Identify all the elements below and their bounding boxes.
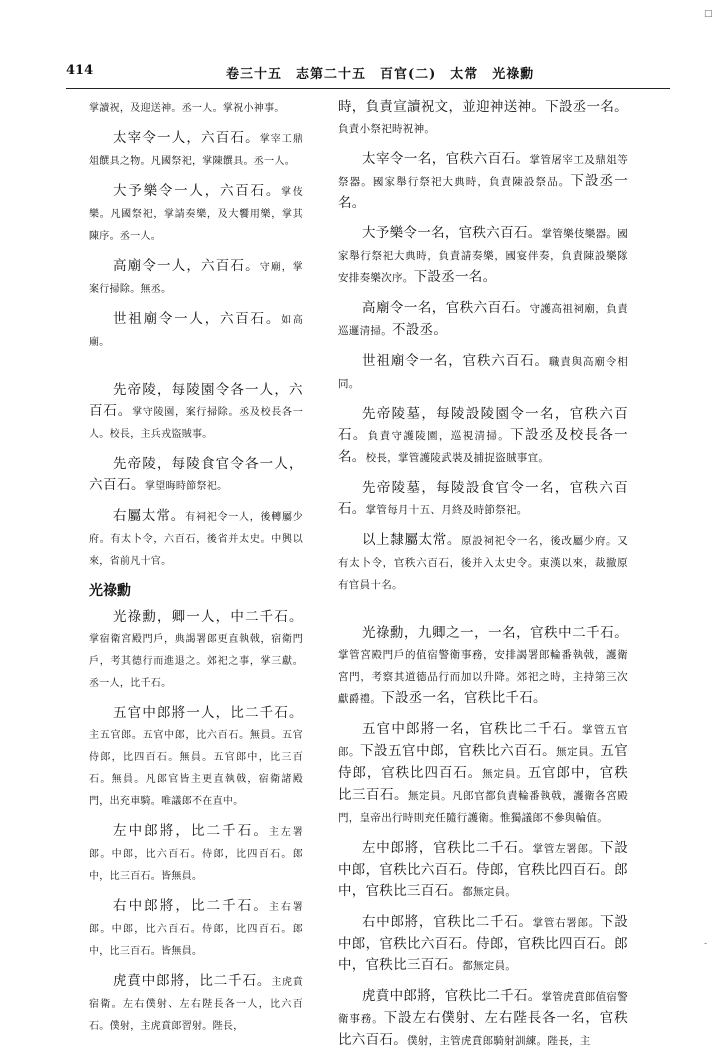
annotation: 掌宰工鼎俎饌具之物。凡國祭祀，掌陳饌具。丞一人。 — [89, 134, 304, 167]
section-heading: 光祿勳 — [89, 583, 131, 599]
paragraph — [338, 912, 628, 977]
paragraph — [89, 97, 303, 119]
main-text: 光祿勳，卿一人，中二千石。 — [113, 609, 303, 625]
main-text: 虎賁中郎將，官秩比二千石。 — [362, 988, 542, 1004]
annotation: 守廟，掌案行掃除。無丞。 — [89, 262, 304, 295]
annotation: 掌管樂伎樂器。國家舉行祭祀大典時，負責請奏樂，國宴伴奏，負責陳設樂隊安排奏樂次序。 — [338, 228, 628, 284]
main-text: 先帝陵，每陵園令各一人，六百石。 — [89, 382, 303, 419]
annotation: 原設祠祀令一名，後改屬少府。又有太卜令，官秩六百石，後并入太史令。東漢以來，裁撤原有官員十名。 — [338, 535, 629, 591]
main-text: 五官中郎將一人，比二千石。 — [113, 705, 303, 721]
main-text: 下設丞一名。 — [413, 269, 497, 285]
main-text: 世祖廟令一人，六百石。 — [113, 311, 282, 327]
page-edge-mark: □ — [704, 9, 713, 19]
annotation: 守護高祖祠廟，負責巡邏清掃。 — [338, 303, 628, 337]
paragraph — [338, 478, 628, 521]
main-text: 五官郎中，官秩比三百石。 — [338, 765, 628, 803]
main-text: 下設中郎，官秩比六百石。侍郎，官秩比四百石。郎中，官秩比三百石。 — [338, 840, 628, 899]
annotation: 掌宿衛宮殿門戶，典謁署郎更直執戟，宿衛門戶，考其德行而進退之。郊祀之事，掌三獻。丞一人，比千石。 — [89, 634, 303, 689]
annotation: 無定員。凡郎官都負責輪番執戟，護衛各宮殿門，皇帝出行時則充任隨行護衛。惟獨議郎不參與輪值。 — [338, 790, 629, 824]
spacer — [89, 362, 303, 380]
main-text: 不設丞。 — [392, 322, 448, 338]
paragraph — [338, 719, 628, 829]
main-text: 先帝陵墓，每陵設陵園令一名，官秩六百石。 — [338, 406, 628, 443]
annotation: 掌管屠宰工及鼎俎等祭器。國家舉行祭祀大典時，負責陳設祭品。 — [338, 154, 628, 188]
paragraph — [89, 821, 303, 887]
paragraph — [338, 986, 628, 1052]
paragraph — [338, 223, 628, 289]
annotation: 都無定員。 — [462, 960, 517, 972]
translation-column — [338, 97, 628, 1061]
main-text: 下設中郎，官秩比六百石。侍郎，官秩比四百石。郎中，官秩比三百石。 — [338, 914, 628, 973]
main-text: 世祖廟令一名，官秩六百石。 — [362, 353, 549, 369]
annotation: 主右署郎。中郎，比六百石。侍郎，比四百石。郎中，比三百石。皆無員。 — [89, 902, 304, 957]
annotation: 掌守陵園，案行掃除。丞及校長各一人。校長，主兵戎盜賊事。 — [89, 407, 303, 440]
paragraph — [89, 454, 303, 497]
annotation: 掌管宮殿門戶的值宿警衛事務，安排謁署郎輪番執戟，護衛宮門，考察其道德品行而加以升降。郊祀之時，主持第三次獻爵禮。 — [338, 649, 628, 705]
main-text: 五官中郎將一名，官秩比二千石。 — [362, 721, 583, 737]
main-text: 高廟令一名，官秩六百石。 — [362, 300, 530, 316]
annotation: 校長，掌管護陵武裝及捕捉盜賊事宜。 — [365, 452, 550, 464]
annotation: 掌望晦時節祭祀。 — [145, 481, 228, 492]
annotation: 負責小祭祀時祝神。 — [338, 123, 436, 135]
paragraph — [89, 309, 303, 353]
main-text: 大予樂令一人，六百石。 — [113, 183, 282, 199]
main-text: 先帝陵墓，每陵設食官令一名，官秩六百石。 — [338, 480, 628, 517]
main-text: 下設左右僕射、左右陛長各一名，官秩比六百石。 — [338, 1010, 628, 1048]
annotation: 都無定員。 — [462, 886, 517, 898]
annotation: 僕射，主管虎賁郎騎射訓練。陛長，主 — [407, 1035, 591, 1047]
spacer — [338, 605, 628, 623]
paragraph — [89, 256, 303, 300]
main-text: 光祿勳，九卿之一，一名，官秩中二千石。 — [362, 625, 628, 641]
main-text: 下設五官中郎，官秩比六百石。 — [360, 743, 557, 759]
paragraph — [89, 971, 303, 1037]
paragraph — [338, 404, 628, 469]
paragraph — [338, 838, 628, 903]
page-edge-dash: - — [704, 939, 708, 949]
paragraph — [89, 380, 303, 445]
paragraph — [338, 298, 628, 342]
annotation: 負責守護陵園，巡視清掃。 — [367, 430, 511, 442]
annotation: 掌管虎賁郎值宿警衛事務。 — [338, 991, 628, 1025]
annotation: 職責與高廟令相同。 — [338, 356, 628, 390]
main-text: 右中郎將，官秩比二千石。 — [362, 914, 533, 930]
main-text: 虎賁中郎將，比二千石。 — [113, 973, 272, 989]
paragraph — [338, 530, 628, 596]
main-text: 太宰令一名，官秩六百石。 — [362, 151, 530, 167]
annotation: 掌管右署郎。 — [532, 917, 600, 929]
running-head: 卷三十五 志第二十五 百官(二) 太常 光祿勳 — [226, 67, 535, 82]
header-rule — [66, 88, 670, 89]
annotation: 主虎賁宿衛。左右僕射、左右陛長各一人，比六百石。僕射，主虎賁郎習射。陛長， — [89, 977, 303, 1032]
paragraph — [338, 149, 628, 214]
main-text: 右屬太常。 — [113, 508, 186, 524]
main-text: 下設丞一名，官秩比千石。 — [381, 690, 547, 706]
annotation: 無定員。 — [556, 746, 601, 758]
main-text: 大予樂令一名，官秩六百石。 — [362, 225, 542, 241]
paragraph — [89, 506, 303, 572]
annotation: 如高廟。 — [89, 315, 303, 348]
main-text: 高廟令一人，六百石。 — [113, 258, 260, 274]
paragraph — [89, 181, 303, 247]
main-text: 時，負責宣讀祝文，並迎神送神。下設丞一名。 — [338, 99, 628, 115]
paragraph — [338, 351, 628, 395]
annotation: 無定員。 — [482, 768, 528, 780]
paragraph — [338, 623, 628, 710]
annotation: 掌管每月十五、月終及時節祭祀。 — [365, 504, 528, 516]
annotation: 主五官郎。五官中郎，比六百石。無員。五官侍郎，比四百石。無員。五官郎中，比三百石。無員。凡郎官皆主更直執戟，宿衛諸殿門，出充車騎。唯議郎不在直中。 — [89, 730, 303, 807]
page-header — [66, 63, 670, 85]
main-text: 左中郎將，比二千石。 — [113, 823, 269, 839]
main-text: 先帝陵，每陵食官令各一人，六百石。 — [89, 456, 303, 493]
annotation: 掌管五官郎。 — [338, 724, 629, 758]
paragraph — [89, 703, 303, 812]
main-text: 五官侍郎，官秩比四百石。 — [338, 743, 629, 781]
main-text: 下設丞及校長各一名。 — [338, 427, 628, 465]
annotation: 掌管左署郎。 — [532, 843, 600, 855]
main-text: 右中郎將，比二千石。 — [113, 898, 269, 914]
annotation: 主左署郎。中郎，比六百石。侍郎，比四百石。郎中，比三百石。皆無員。 — [89, 827, 304, 882]
paragraph — [89, 896, 303, 962]
paragraph — [89, 128, 303, 172]
paragraph — [338, 97, 628, 140]
original-text-column — [89, 97, 303, 1046]
annotation: 有祠祀令一人，後轉屬少府。有太卜令，六百石，後省并太史。中興以來，省前凡十官。 — [89, 512, 303, 567]
main-text: 左中郎將，官秩比二千石。 — [362, 840, 533, 856]
main-text: 下設丞一名。 — [338, 173, 628, 211]
annotation: 掌讀祝，及迎送神。丞一人。掌祝小神事。 — [89, 103, 285, 114]
main-text: 太宰令一人，六百石。 — [113, 130, 260, 146]
paragraph — [89, 607, 303, 694]
annotation: 掌伎樂。凡國祭祀，掌請奏樂，及大饗用樂，掌其陳序。丞一人。 — [89, 187, 303, 242]
page-number: 414 — [66, 63, 94, 78]
main-text: 以上隸屬太常。 — [362, 532, 462, 548]
